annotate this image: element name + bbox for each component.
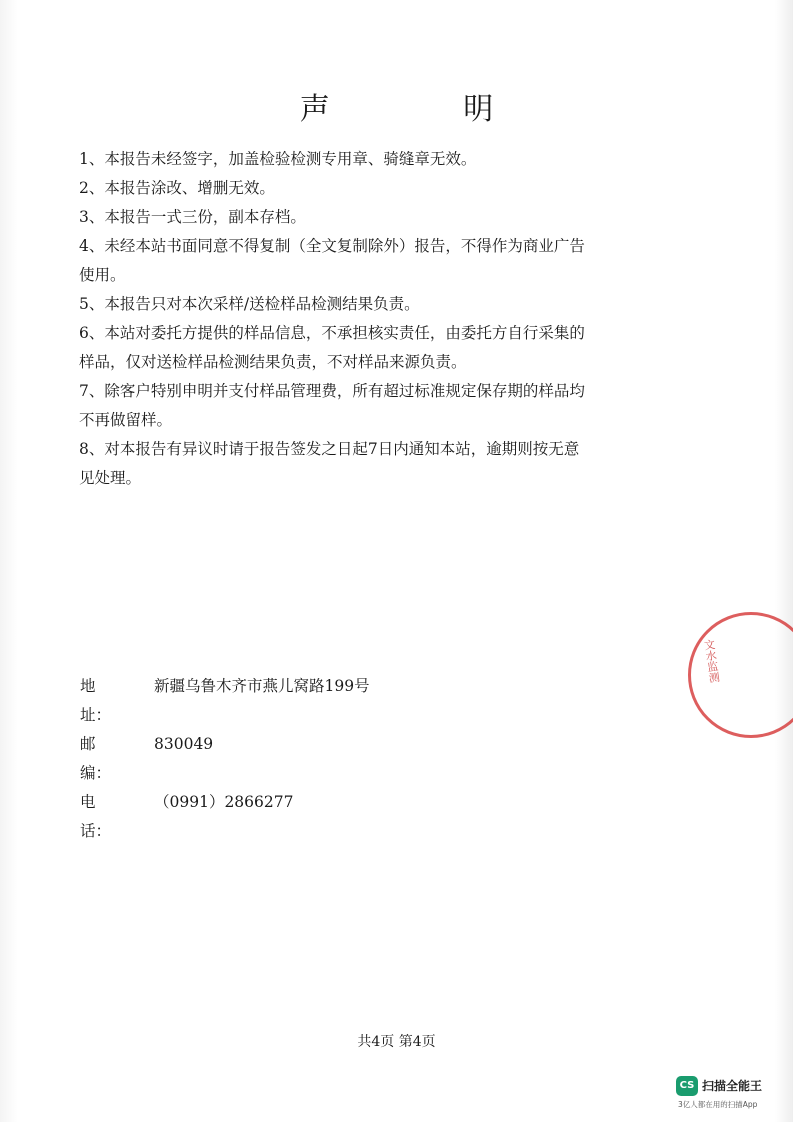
address-value: 新疆乌鲁木齐市燕儿窝路199号: [154, 677, 370, 695]
clause-line: 5、本报告只对本次采样/送检样品检测结果负责。: [79, 295, 420, 313]
phone-label: 电话：: [80, 793, 112, 840]
clause-line: 1、本报告未经签字，加盖检验检测专用章、骑缝章无效。: [79, 150, 477, 168]
postcode-row: [80, 730, 580, 788]
clause-line: 不再做留样。: [79, 411, 173, 429]
contact-block: [80, 672, 580, 846]
page-number: 共4页 第4页: [357, 1034, 436, 1050]
phone-value: （0991）2866277: [154, 793, 294, 811]
postcode-value: 830049: [154, 735, 214, 753]
clause-line: 样品，仅对送检样品检测结果负责，不对样品来源负责。: [79, 353, 467, 371]
seal-stamp-text: 文水监测: [701, 638, 721, 684]
camscanner-logo-icon: CS: [676, 1076, 698, 1096]
watermark-tagline: 3亿人都在用的扫描App: [678, 1100, 758, 1109]
postcode-label: 邮编：: [80, 735, 112, 782]
statement-clauses: [79, 145, 679, 493]
phone-row: [80, 788, 580, 846]
address-row: [80, 672, 580, 730]
clause-line: 7、除客户特别申明并支付样品管理费，所有超过标准规定保存期的样品均: [79, 382, 585, 400]
scanner-watermark: [676, 1074, 788, 1114]
clause-line: 2、本报告涂改、增删无效。: [79, 179, 275, 197]
clause-line: 4、未经本站书面同意不得复制（全文复制除外）报告，不得作为商业广告: [79, 237, 585, 255]
clause-line: 见处理。: [79, 469, 142, 487]
clause-line: 6、本站对委托方提供的样品信息，不承担核实责任，由委托方自行采集的: [79, 324, 585, 342]
clause-line: 使用。: [79, 266, 126, 284]
watermark-app-name: 扫描全能王: [702, 1079, 763, 1093]
address-label: 地址：: [80, 677, 112, 724]
clause-line: 8、对本报告有异议时请于报告签发之日起7日内通知本站，逾期则按无意: [79, 440, 580, 458]
document-title: 声 明: [299, 92, 556, 127]
clause-line: 3、本报告一式三份，副本存档。: [79, 208, 306, 226]
